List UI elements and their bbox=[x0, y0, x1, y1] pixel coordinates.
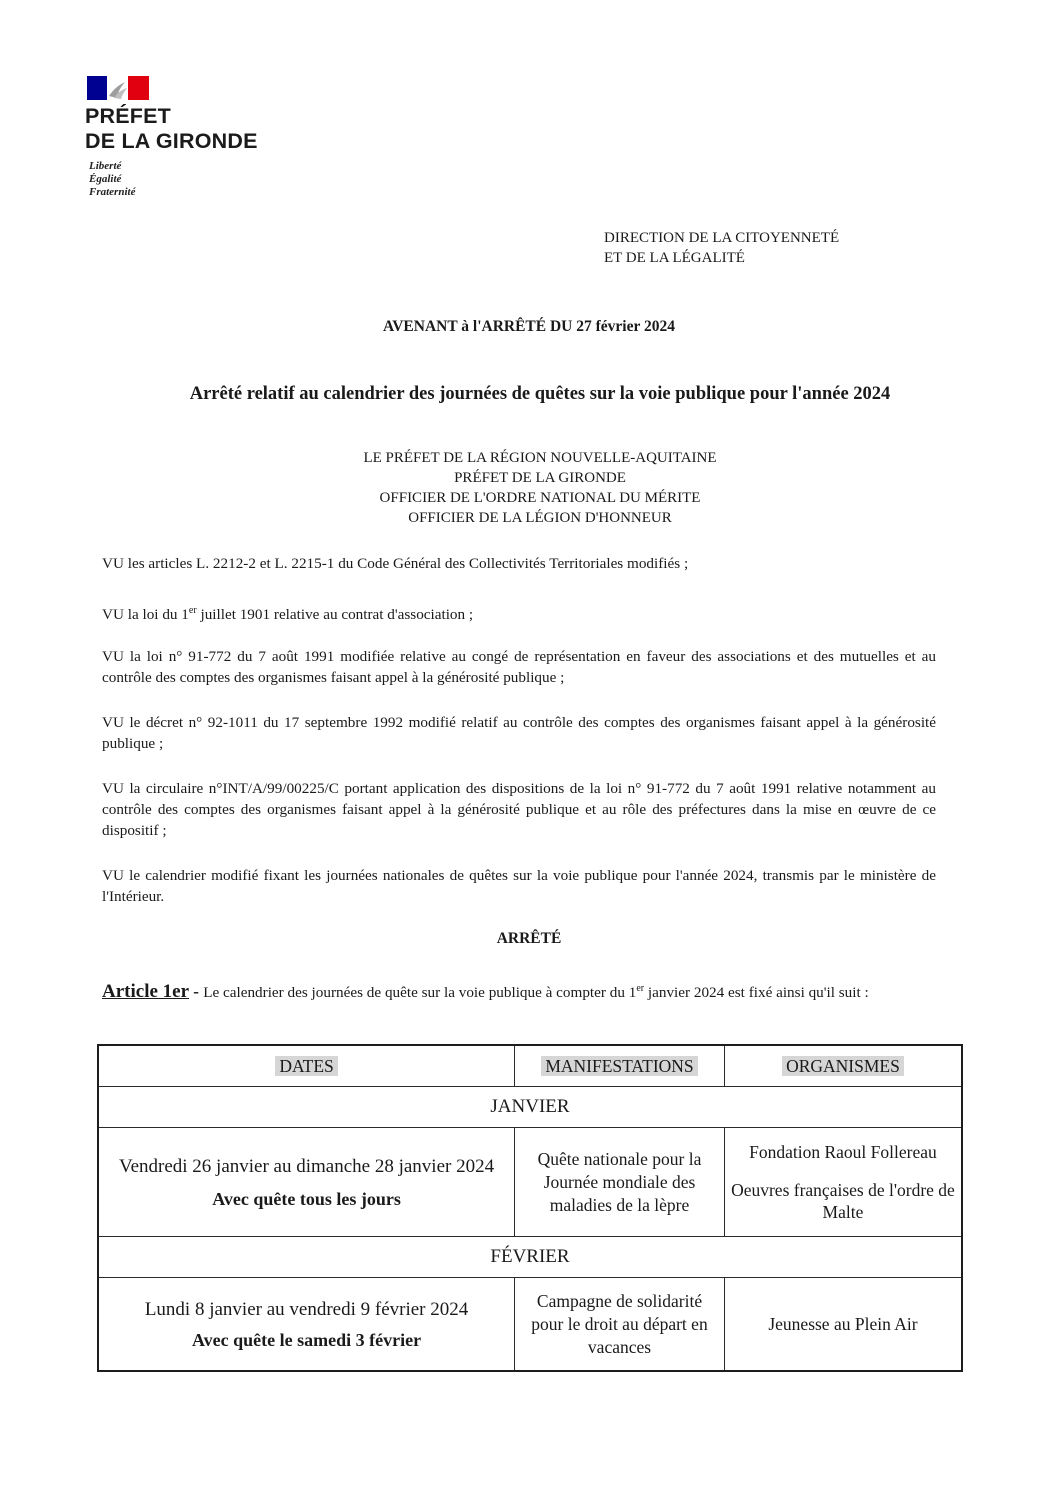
direction-line-1: DIRECTION DE LA CITOYENNETÉ bbox=[604, 230, 840, 246]
month-row-janvier bbox=[98, 1087, 962, 1128]
prefet-logo-title bbox=[85, 104, 258, 154]
manifestation-cell: Quête nationale pour la Journée mondiale des maladies de la lèpre bbox=[515, 1128, 725, 1237]
month-row-fevrier bbox=[98, 1237, 962, 1278]
month-label: JANVIER bbox=[98, 1087, 962, 1128]
dates-text: Lundi 8 janvier au vendredi 9 février 2024 bbox=[144, 1299, 469, 1320]
organisme-name: Oeuvres françaises de l'ordre de Malte bbox=[731, 1180, 955, 1222]
visa-2-sup: er bbox=[188, 605, 197, 616]
visa-paragraph-6: VU le calendrier modifié fixant les journées nationales de quêtes sur la voie publique pour l'année 2024, transmis par le ministère de l'Intérieur. bbox=[102, 867, 936, 905]
header-organismes: ORGANISMES bbox=[724, 1045, 962, 1087]
republic-motto bbox=[89, 160, 135, 199]
organismes-cell bbox=[724, 1128, 962, 1237]
visa-paragraph-1: VU les articles L. 2212-2 et L. 2215-1 du Code Général des Collectivités Territoriales modifiés ; bbox=[102, 555, 689, 572]
header-dates: DATES bbox=[98, 1045, 515, 1087]
article-sup: er bbox=[636, 983, 645, 994]
organismes-cell bbox=[724, 1278, 962, 1372]
dates-text: Vendredi 26 janvier au dimanche 28 janvier 2024 bbox=[118, 1156, 495, 1177]
dates-note: Avec quête le samedi 3 février bbox=[192, 1330, 422, 1350]
logo-line-1: PRÉFET bbox=[85, 104, 172, 128]
article-1 bbox=[102, 978, 936, 1004]
dates-note: Avec quête tous les jours bbox=[212, 1189, 401, 1209]
marianne-flag-logo bbox=[87, 76, 149, 100]
article-dash: - bbox=[189, 982, 204, 1002]
document-title: Arrêté relatif au calendrier des journées de quêtes sur la voie publique pour l'année 2024 bbox=[189, 384, 891, 404]
logo-line-2: DE LA GIRONDE bbox=[85, 129, 258, 153]
motto-liberte: Liberté bbox=[89, 160, 122, 172]
arrete-heading: ARRÊTÉ bbox=[496, 930, 562, 947]
prefet-line-3: OFFICIER DE L'ORDRE NATIONAL DU MÉRITE bbox=[379, 490, 701, 506]
visa-paragraph-2 bbox=[102, 600, 936, 625]
article-text-after: janvier 2024 est fixé ainsi qu'il suit : bbox=[644, 984, 869, 1002]
prefet-line-1: LE PRÉFET DE LA RÉGION NOUVELLE-AQUITAINE bbox=[363, 450, 717, 466]
table-row bbox=[98, 1278, 962, 1372]
prefet-titles bbox=[0, 448, 1058, 528]
visa-2-after: juillet 1901 relative au contrat d'association ; bbox=[196, 606, 474, 624]
header-manifestations: MANIFESTATIONS bbox=[515, 1045, 725, 1087]
month-label: FÉVRIER bbox=[98, 1237, 962, 1278]
article-label: Article 1er bbox=[102, 981, 190, 1003]
direction-header bbox=[604, 228, 839, 268]
dates-cell bbox=[98, 1278, 515, 1372]
dates-cell bbox=[98, 1128, 515, 1237]
article-text-before: Le calendrier des journées de quête sur la voie publique à compter du 1 bbox=[203, 984, 637, 1002]
table-row bbox=[98, 1128, 962, 1237]
visa-paragraph-5: VU la circulaire n°INT/A/99/00225/C portant application des dispositions de la loi n° 91-772 du 7 août 1991 relative notamment au contrôle des comptes des organismes faisant appel à la générosité publique et au rôle des préfectures dans la mise en œuvre de ce dispositif ; bbox=[102, 780, 936, 839]
motto-egalite: Égalité bbox=[89, 173, 122, 185]
prefet-line-2: PRÉFET DE LA GIRONDE bbox=[454, 470, 626, 486]
visa-paragraph-4: VU le décret n° 92-1011 du 17 septembre 1992 modifié relatif au contrôle des comptes des organismes faisant appel à la générosité publique ; bbox=[102, 714, 936, 752]
avenant-heading: AVENANT à l'ARRÊTÉ DU 27 février 2024 bbox=[383, 318, 675, 335]
manifestation-cell: Campagne de solidarité pour le droit au départ en vacances bbox=[515, 1278, 725, 1372]
table-header-row bbox=[98, 1045, 962, 1087]
motto-fraternite: Fraternité bbox=[89, 186, 136, 198]
visa-2-before: VU la loi du 1 bbox=[102, 606, 189, 624]
organisme-name: Jeunesse au Plein Air bbox=[768, 1314, 918, 1334]
prefet-line-4: OFFICIER DE LA LÉGION D'HONNEUR bbox=[408, 510, 672, 526]
direction-line-2: ET DE LA LÉGALITÉ bbox=[604, 250, 745, 266]
quetes-calendar-table bbox=[97, 1044, 963, 1372]
organisme-name: Fondation Raoul Follereau bbox=[749, 1142, 937, 1162]
visa-paragraph-3: VU la loi n° 91-772 du 7 août 1991 modifiée relative au congé de représentation en faveur des associations et des mutuelles et au contrôle des comptes des organismes faisant appel à la générosité publique ; bbox=[102, 648, 936, 686]
